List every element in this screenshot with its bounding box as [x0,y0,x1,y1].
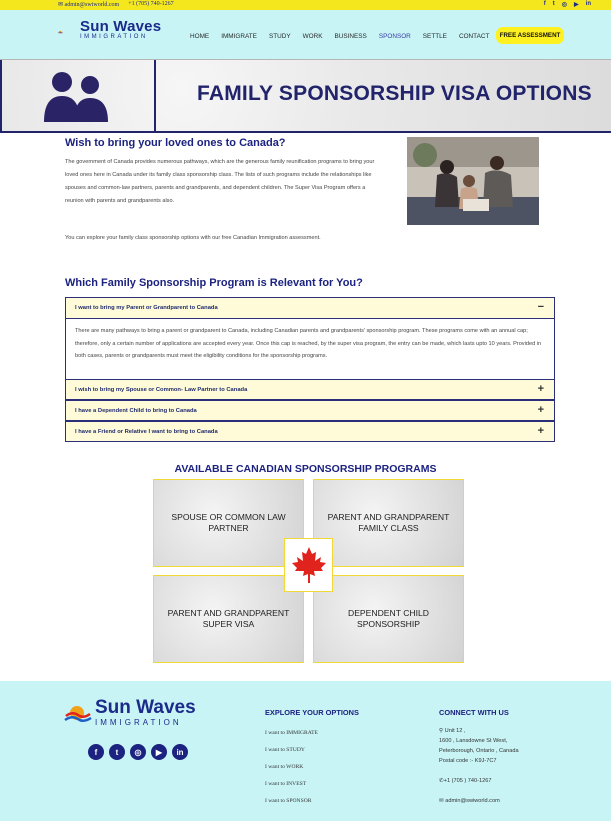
linkedin-icon[interactable]: in [585,1,591,7]
header-logo-text[interactable]: Sun Waves [80,18,162,35]
footer-link-study[interactable]: I want to STUDY [265,747,305,753]
facebook-icon[interactable]: f [88,744,104,760]
faq-toggle-relative[interactable] [66,422,554,442]
banner-icon-box [0,60,156,132]
faq-label: I wish to bring my Spouse or Common- Law Partner to Canada [75,387,248,393]
address-line-2: 1600 , Lansdowne St West, [439,738,508,744]
expand-icon[interactable]: + [537,383,544,395]
nav-business[interactable]: BUSINESS [334,33,367,40]
nav-immigrate[interactable]: IMMIGRATE [221,33,257,40]
footer-phone-link[interactable] [439,776,559,786]
program-tile-dependent-child[interactable]: DEPENDENT CHILD SPONSORSHIP [313,575,464,663]
faq-label: I have a Dependent Child to bring to Canada [75,408,197,414]
intro-heading: Wish to bring your loved ones to Canada? [65,137,286,149]
footer-phone-text: +1 (705 ) 740-1267 [443,778,492,784]
expand-icon[interactable]: + [537,425,544,437]
envelope-icon: ✉ [58,2,64,8]
faq-item-spouse [65,379,555,400]
nav-study[interactable]: STUDY [268,33,291,40]
family-people-icon [40,66,120,126]
footer-social-links [88,744,188,760]
family-photo [407,137,539,225]
twitter-icon[interactable]: t [552,1,555,7]
main-nav [190,33,489,40]
linkedin-icon[interactable]: in [172,744,188,760]
address-line-1: Unit 12 , [444,728,466,734]
footer-link-invest[interactable]: I want to INVEST [265,781,307,787]
address-line-3: Peterborough, Ontario , Canada [439,748,519,754]
faq-toggle-parent[interactable] [66,298,554,318]
program-tile-spouse[interactable]: SPOUSE OR COMMON LAW PARTNER [153,479,304,567]
assessment-paragraph: You can explore your family class sponsorship options with our free Canadian Immigration assessment. [65,235,321,241]
collapse-icon[interactable]: − [537,301,544,313]
footer-contact-info [439,726,559,806]
nav-sponsor[interactable]: SPONSOR [378,33,411,40]
faq-toggle-child[interactable] [66,401,554,421]
footer-email-text: admin@swiworld.com [445,798,500,804]
page-title: FAMILY SPONSORSHIP VISA OPTIONS [197,82,592,105]
top-social-links [544,1,591,8]
sun-waves-logo-icon[interactable] [58,20,80,44]
faq-item-relative [65,421,555,442]
explore-links [265,730,318,815]
faq-label: I have a Friend or Relative I want to bring to Canada [75,429,218,435]
page-banner [0,59,611,133]
nav-home[interactable]: HOME [190,33,210,40]
explore-options-heading: EXPLORE YOUR OPTIONS [265,708,359,717]
youtube-icon[interactable]: ▶ [574,2,579,8]
footer-link-work[interactable]: I want to WORK [265,764,304,770]
faq-label: I want to bring my Parent or Grandparent to Canada [75,305,218,311]
nav-work[interactable]: WORK [302,33,323,40]
location-pin-icon: ⚲ [439,728,444,734]
instagram-icon[interactable]: ◎ [561,2,568,8]
expand-icon[interactable]: + [537,404,544,416]
header-logo-subtext: IMMIGRATION [80,34,148,40]
envelope-icon: ✉ [439,798,444,804]
program-tile-super-visa[interactable]: PARENT AND GRANDPARENT SUPER VISA [153,575,304,663]
top-phone-link[interactable]: +1 (705) 740-1267 [128,1,174,7]
faq-answer: There are many pathways to bring a parent or grandparent to Canada, including Canadian parents and grandparents' sponsorship program. These programs come with an annual cap; therefore, only a certain number of applications are accepted every year. Once this cap is reached, by the super visa program, the entry can be made, which lasts upto 10 years. Provided in both cases, parents or grandparents must meet the eligibility conditions for the sponsorship programs. [66,318,554,380]
connect-heading: CONNECT WITH US [439,708,509,717]
free-assessment-button[interactable]: FREE ASSESSMENT [496,27,564,44]
top-contact-info [58,1,174,8]
nav-contact[interactable]: CONTACT [458,33,490,40]
faq-item-parent [65,297,555,380]
facebook-icon[interactable]: f [543,1,546,7]
twitter-icon[interactable]: t [109,744,125,760]
canada-maple-leaf-icon [284,538,333,592]
footer-logo-text[interactable]: Sun Waves [95,697,196,718]
sun-waves-logo-icon[interactable] [64,698,92,728]
top-contact-bar [0,0,611,10]
top-email-text: admin@swiworld.com [64,2,120,8]
available-programs-heading: AVAILABLE CANADIAN SPONSORSHIP PROGRAMS [174,463,437,475]
faq-item-child [65,400,555,421]
footer-logo-subtext: IMMIGRATION [95,718,182,727]
top-email-link[interactable] [58,1,119,8]
footer-link-sponsor[interactable]: I want to SPONSOR [265,798,312,804]
faq-heading: Which Family Sponsorship Program is Relevant for You? [65,277,363,289]
intro-paragraph: The government of Canada provides numerous pathways, which are the generous family reunification programs to bring your loved ones here in Canada under its family class sponsorship class. The lists of such programs include the relationships like spouses and common-law partners, parents and grandparents, and dependent children. The Super Visa Program offers a reunion with parents and grandparents also. [65,159,375,204]
postal-code: Postal code :- K9J-7C7 [439,758,497,764]
phone-icon: ✆ [439,778,444,784]
instagram-icon[interactable]: ◎ [130,744,146,760]
footer-link-immigrate[interactable]: I want to IMMIGRATE [265,730,318,736]
nav-settle[interactable]: SETTLE [422,33,447,40]
program-tile-parent-family[interactable]: PARENT AND GRANDPARENT FAMILY CLASS [313,479,464,567]
youtube-icon[interactable]: ▶ [151,744,167,760]
faq-toggle-spouse[interactable] [66,380,554,400]
footer-email-link[interactable] [439,796,559,806]
